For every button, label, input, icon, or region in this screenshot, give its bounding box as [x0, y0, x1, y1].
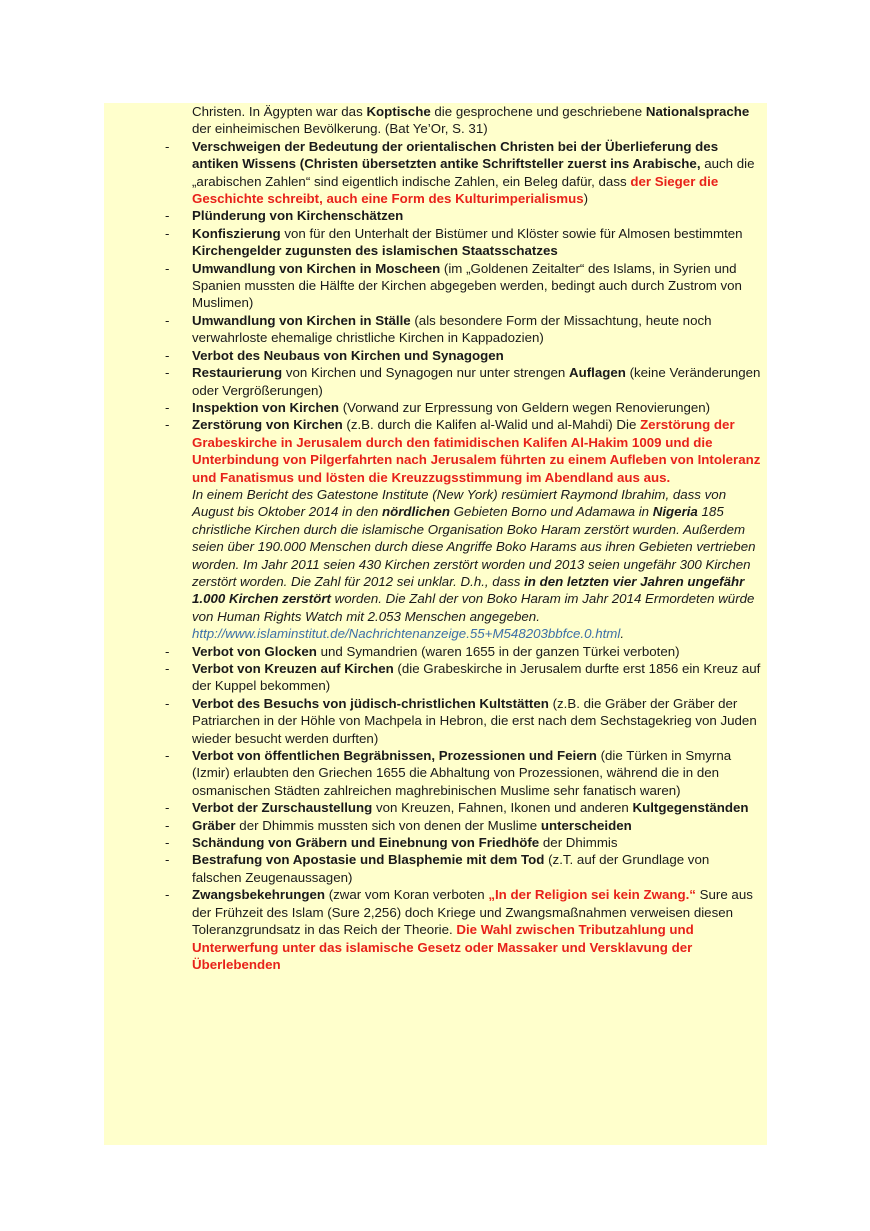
bold-text: unterscheiden	[540, 817, 632, 833]
text: Sure aus der Frühzeit des Islam (Sure 2,256) doch Kriege und Zwangsmaßnahmen verweisen diesen Toleranzgrundsatz in das Reich der Theorie.	[192, 887, 753, 938]
text: .	[620, 626, 625, 642]
bold-text: Bestrafung von Apostasie und Blasphemie mit dem Tod	[192, 852, 545, 868]
list-item	[104, 834, 762, 851]
text: worden. Die Zahl der von Boko Haram im Jahr 2014 Ermordeten würde von Human Rights Watch mit 2.053 Menschen angegeben.	[192, 591, 755, 624]
text: (Vorwand zur Erpressung von Geldern wegen Renovierungen)	[339, 399, 711, 415]
list-dash: -	[165, 661, 170, 676]
bold-text: Plünderung von Kirchenschätzen	[192, 208, 404, 224]
bold-text: Verbot von öffentlichen Begräbnissen, Prozessionen und Feiern	[192, 748, 597, 764]
bold-text: Verbot der Zurschaustellung	[192, 800, 373, 816]
intro-paragraph	[192, 103, 762, 138]
list-item	[104, 347, 762, 364]
bold-text: Konfiszierung	[192, 225, 281, 241]
text: auch die „arabischen Zahlen“ sind eigentlich indische Zahlen, ein Beleg dafür, dass	[192, 156, 755, 189]
bold-text: Kirchengelder zugunsten des islamischen Staatsschatzes	[192, 243, 558, 259]
text: und Symandrien (waren 1655 in der ganzen Türkei verboten)	[316, 643, 680, 659]
bold-text: nördlichen	[381, 504, 450, 520]
bold-text: Verschweigen der Bedeutung der orientalischen Christen bei der Überlieferung des antiken Wissens (Christen übersetzten antike Schriftsteller zuerst ins Arabische,	[192, 138, 719, 172]
list-dash: -	[165, 852, 170, 868]
bold-text: Koptische	[366, 104, 431, 119]
highlight-text: „In der Religion sei kein Zwang.“	[488, 887, 696, 903]
bold-text: Zwangsbekehrungen	[192, 887, 325, 903]
list-item	[104, 799, 762, 816]
bold-text: Kultgegenständen	[632, 800, 749, 816]
list-item	[104, 643, 762, 660]
text: (z.T. auf der Grundlage von falschen Zeugenaussagen)	[192, 852, 710, 885]
text: von Kreuzen, Fahnen, Ikonen und anderen	[372, 800, 633, 816]
bold-text: Umwandlung von Kirchen in Moscheen	[192, 260, 441, 276]
bold-text: Verbot von Kreuzen auf Kirchen	[192, 661, 394, 676]
bold-text: Restaurierung	[192, 365, 283, 381]
list-item	[104, 747, 762, 799]
list-dash: -	[165, 800, 170, 816]
list-dash: -	[165, 312, 170, 328]
list-item	[104, 364, 762, 399]
text: der einheimischen Bevölkerung. (Bat Ye’Or, S. 31)	[192, 121, 488, 137]
list-dash: -	[165, 817, 170, 833]
list-item	[104, 817, 762, 834]
text: von Kirchen und Synagogen nur unter strengen	[282, 365, 569, 381]
source-link[interactable]: http://www.islaminstitut.de/Nachrichtenanzeige.55+M548203bbfce.0.html	[192, 626, 621, 642]
bold-text: Zerstörung von Kirchen	[192, 417, 343, 433]
bold-text: Inspektion von Kirchen	[192, 399, 340, 415]
bold-text: Schändung von Gräbern und Einebnung von Friedhöfe	[192, 835, 540, 851]
list-item	[104, 260, 762, 312]
list-dash: -	[165, 347, 170, 363]
list-item	[104, 660, 762, 695]
list-dash: -	[165, 208, 170, 224]
bold-text: Auflagen	[568, 365, 626, 381]
text: Gebieten Borno und Adamawa in	[449, 504, 653, 520]
list-dash: -	[165, 695, 170, 711]
list-dash: -	[165, 399, 170, 415]
bold-text: Nigeria	[652, 504, 698, 520]
list-item	[104, 138, 762, 208]
text: (z.B. durch die Kalifen al-Walid und al-Mahdi) Die	[342, 417, 641, 433]
list-dash: -	[165, 260, 170, 276]
list-item	[104, 312, 762, 347]
text: (die Türken in Smyrna (Izmir) erlaubten den Griechen 1655 die Abhaltung von Prozessionen, während die in den osmanischen Städten zahlreichen maghrebinischen Muslime sehr fanatisch waren)	[192, 748, 732, 798]
text: von für den Unterhalt der Bistümer und Klöster sowie für Almosen bestimmten	[280, 225, 743, 241]
list-item	[104, 225, 762, 260]
text: )	[583, 191, 589, 207]
text: (die Grabeskirche in Jerusalem durfte erst 1856 ein Kreuz auf der Kuppel bekommen)	[192, 661, 761, 694]
list-item	[104, 399, 762, 416]
text: die gesprochene und geschriebene	[430, 104, 646, 119]
text: (im „Goldenen Zeitalter“ des Islams, in Syrien und Spanien mussten die Hälfte der Kirchen abgegeben werden, bedingt auch durch Zustrom von Muslimen)	[192, 260, 742, 311]
list-item	[104, 416, 762, 486]
list-dash: -	[165, 835, 170, 851]
bold-text: Verbot des Besuchs von jüdisch-christlichen Kultstätten	[192, 695, 549, 711]
bold-text: Verbot von Glocken	[192, 643, 317, 659]
text: (zwar vom Koran verboten	[325, 887, 489, 903]
document-page	[104, 103, 767, 1145]
text: (keine Veränderungen oder Vergrößerungen)	[192, 365, 761, 398]
list-item	[104, 207, 762, 224]
text: In einem Bericht des Gatestone Institute (New York) resümiert Raymond Ibrahim, dass von August bis Oktober 2014 in den	[192, 486, 727, 520]
bold-text: Gräber	[192, 817, 236, 833]
text: (z.B. die Gräber der Gräber der Patriarchen in der Höhle von Machpela in Hebron, die erst nach dem Sechstagekrieg von Juden wieder besucht werden durften)	[192, 695, 757, 746]
list-dash: -	[165, 748, 170, 764]
list-dash: -	[165, 138, 170, 154]
report-paragraph	[192, 486, 762, 643]
list-dash: -	[165, 417, 170, 433]
bold-text: Nationalsprache	[645, 104, 750, 119]
bold-text: Verbot des Neubaus von Kirchen und Synagogen	[192, 347, 504, 363]
list-item	[104, 851, 762, 886]
list-item	[104, 695, 762, 747]
list-dash: -	[165, 225, 170, 241]
text: Christen. In Ägypten war das	[192, 104, 367, 119]
list-dash: -	[165, 887, 170, 903]
list-dash: -	[165, 643, 170, 659]
text: 185 christliche Kirchen durch die islamische Organisation Boko Haram zerstört wurden. Außerdem seien über 190.000 Menschen durch diese Angriffe Boko Harams aus ihren Gebieten vertrieben worden. Im Jahr 2011 seien 430 Kirchen zerstört worden und 2013 seien ungefähr 300 Kirchen zerstört worden. Die Zahl für 2012 sei unklar. D.h., dass	[192, 504, 756, 589]
text: der Dhimmis	[539, 835, 618, 851]
bold-text: in den letzten vier Jahren ungefähr 1.000 Kirchen zerstört	[192, 573, 745, 607]
text: (als besondere Form der Missachtung, heute noch verwahrloste ehemalige christliche Kirchen in Kappadozien)	[192, 312, 712, 346]
highlight-text: Zerstörung der Grabeskirche in Jerusalem durch den fatimidischen Kalifen Al-Hakim 1009 und die Unterbindung von Pilgerfahrten nach Jerusalem führten zu einem Aufleben von Intoleranz und Fanatismus und lösten die Kreuzzugsstimmung im Abendland aus aus.	[192, 417, 761, 485]
list-item	[104, 886, 762, 973]
highlight-text: der Sieger die Geschichte schreibt, auch eine Form des Kulturimperialismus	[192, 173, 719, 207]
bold-text: Umwandlung von Kirchen in Ställe	[192, 312, 411, 328]
highlight-text: Die Wahl zwischen Tributzahlung und Unterwerfung unter das islamische Gesetz oder Massaker und Versklavung der Überlebenden	[192, 922, 694, 972]
list-dash: -	[165, 365, 170, 381]
text: der Dhimmis mussten sich von denen der Muslime	[235, 817, 541, 833]
